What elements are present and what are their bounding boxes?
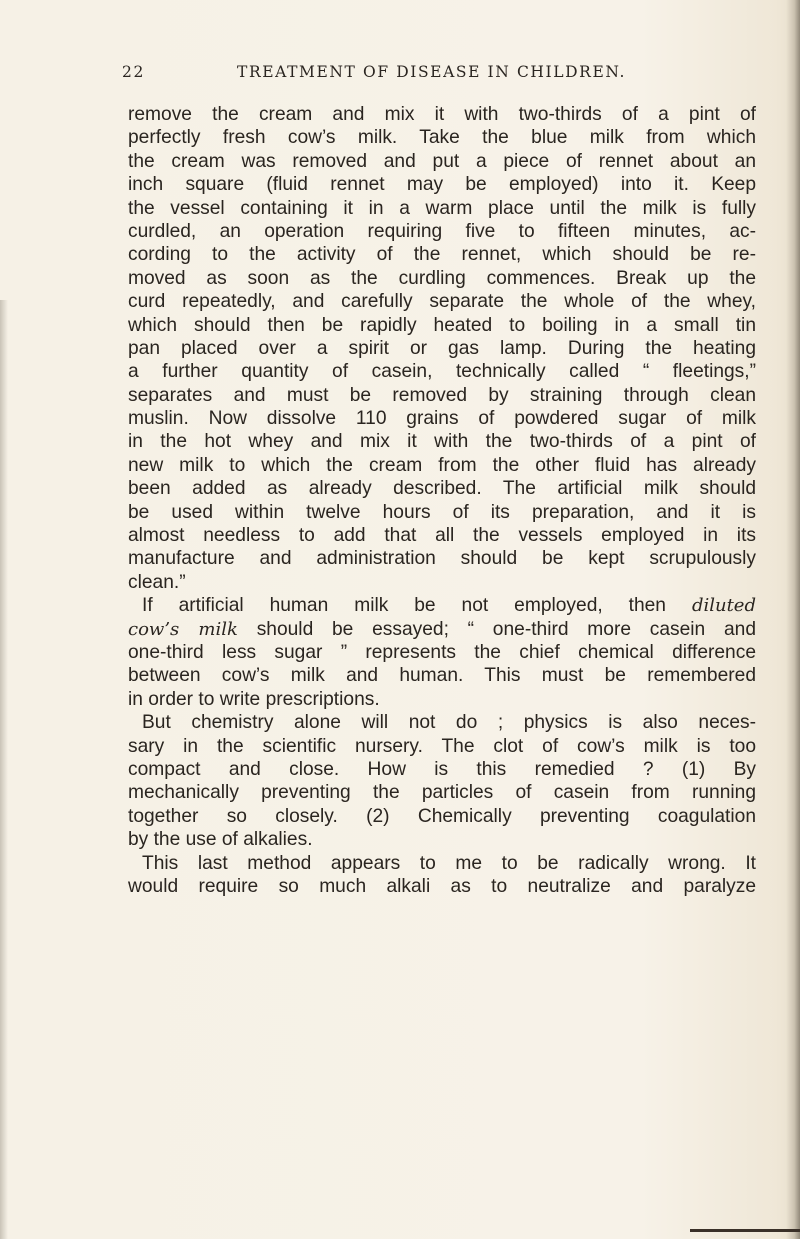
text-line: This last method appears to me to be radically wrong. It xyxy=(142,852,756,874)
text-line: moved as soon as the curdling commences. Break up the xyxy=(128,267,756,289)
page-number: 22 xyxy=(122,63,145,81)
bottom-rule xyxy=(690,1229,800,1232)
text-line: mechanically preventing the particles of casein from running xyxy=(128,782,756,804)
text-line: inch square (fluid rennet may be employed) into it. Keep xyxy=(128,174,756,196)
text-line: a further quantity of casein, technically called “ fleetings,” xyxy=(128,361,756,383)
text-line: in order to write prescriptions. xyxy=(128,688,380,710)
italic-text: cow’s milk xyxy=(128,618,238,640)
body-text xyxy=(128,103,756,898)
text-line: curd repeatedly, and carefully separate the whole of the whey, xyxy=(128,291,756,313)
text-line: remove the cream and mix it with two-thirds of a pint of xyxy=(128,104,756,125)
running-head xyxy=(122,63,742,87)
text-line: new milk to which the cream from the other fluid has already xyxy=(128,454,756,476)
text-line: in the hot whey and mix it with the two-thirds of a pint of xyxy=(128,431,756,453)
text-line: be used within twelve hours of its preparation, and it is xyxy=(128,501,756,523)
page-binding-shadow xyxy=(786,0,800,1239)
text-segment: If artificial human milk be not employed, then xyxy=(142,595,666,617)
text-line: one-third less sugar ” represents the chief chemical difference xyxy=(128,641,756,663)
running-title: TREATMENT OF DISEASE IN CHILDREN. xyxy=(237,63,627,81)
text-line: muslin. Now dissolve 110 grains of powdered sugar of milk xyxy=(128,408,756,430)
text-line: almost needless to add that all the vessels employed in its xyxy=(128,525,756,547)
text-line: perfectly fresh cow’s milk. Take the blue milk from which xyxy=(128,127,756,149)
text-line: would require so much alkali as to neutralize and paralyze xyxy=(128,875,756,897)
text-line: compact and close. How is this remedied ? (1) By xyxy=(128,758,756,780)
text-line: curdled, an operation requiring five to fifteen minutes, ac- xyxy=(128,220,756,242)
text-line: But chemistry alone will not do ; physics is also neces- xyxy=(142,712,756,734)
text-line: by the use of alkalies. xyxy=(128,829,313,851)
page-left-shadow xyxy=(0,300,8,1239)
text-line: clean.” xyxy=(128,571,186,593)
text-line-with-italic xyxy=(128,594,756,617)
text-line: separates and must be removed by straining through clean xyxy=(128,384,756,406)
italic-text: diluted xyxy=(691,595,756,617)
text-line: between cow’s milk and human. This must be remembered xyxy=(128,665,756,687)
text-line: been added as already described. The artificial milk should xyxy=(128,478,756,500)
text-line: pan placed over a spirit or gas lamp. During the heating xyxy=(128,337,756,359)
text-line: the cream was removed and put a piece of rennet about an xyxy=(128,150,756,172)
text-line-with-italic xyxy=(128,618,756,641)
text-line: which should then be rapidly heated to boiling in a small tin xyxy=(128,314,756,336)
text-segment: should be essayed; “ one-third more casein and xyxy=(256,618,757,640)
text-line: together so closely. (2) Chemically preventing coagulation xyxy=(128,805,756,827)
text-line: cording to the activity of the rennet, which should be re- xyxy=(128,244,756,266)
text-line: the vessel containing it in a warm place until the milk is fully xyxy=(128,197,756,219)
text-line: sary in the scientific nursery. The clot of cow’s milk is too xyxy=(128,735,756,757)
text-line: manufacture and administration should be kept scrupulously xyxy=(128,548,756,570)
